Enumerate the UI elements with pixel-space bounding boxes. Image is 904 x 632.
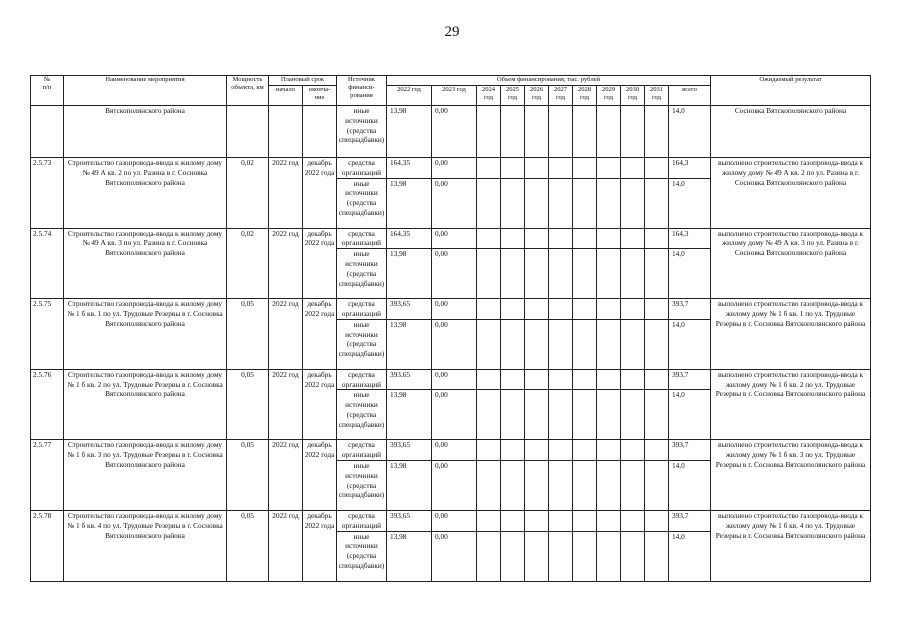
- table-row: [31, 510, 871, 531]
- cell-start: 2022 год: [269, 158, 303, 229]
- cell-end: декабрь 2022 года: [303, 299, 337, 370]
- cell-result: Сосновка Вятскополянского района: [711, 106, 871, 158]
- cell-total: 14,0: [669, 460, 711, 510]
- cell-capacity: 0,05: [227, 369, 269, 440]
- cell-total: 393,7: [669, 299, 711, 320]
- cell-2022: 13,98: [387, 531, 432, 581]
- cell-total: 14,0: [669, 531, 711, 581]
- cell-2023: 0,00: [432, 510, 477, 531]
- header-year: 2030 год: [621, 86, 645, 106]
- header-result: Ожидаемый результат: [711, 76, 871, 106]
- cell-result: выполнено строительство газопровода-ввода к жилому дому № 1 б кв. 2 по ул. Трудовые Резервы в г. Сосновка Вятскополянского района: [711, 369, 871, 440]
- cell-name: Строительство газопровода-ввода к жилому дому № 49 А кв. 2 по ул. Разина в г. Сосновка Вятскополянского района: [64, 158, 227, 229]
- cell-name: Строительство газопровода-ввода к жилому дому № 1 б кв. 1 по ул. Трудовые Резервы в г. Сосновка Вятскополянского района: [64, 299, 227, 370]
- cell-num: 2.5.78: [31, 510, 64, 581]
- cell-total: 393,7: [669, 369, 711, 390]
- cell-result: выполнено строительство газопровода-ввода к жилому дому № 1 б кв. 4 по ул. Трудовые Резервы в г. Сосновка Вятскополянского района: [711, 510, 871, 581]
- header-year: 2027 год: [549, 86, 573, 106]
- cell-end: декабрь 2022 года: [303, 510, 337, 581]
- page-number: 29: [444, 24, 460, 40]
- cell-source: средства организаций: [337, 369, 387, 390]
- cell-end: декабрь 2022 года: [303, 440, 337, 511]
- cell-2023: 0,00: [432, 369, 477, 390]
- header-name: Наименование мероприятия: [64, 76, 227, 106]
- cell-2023: 0,00: [432, 299, 477, 320]
- cell-num: [31, 106, 64, 158]
- cell-2023: 0,00: [432, 319, 477, 369]
- cell-name: Строительство газопровода-ввода к жилому дому № 49 А кв. 3 по ул. Разина в г. Сосновка Вятскополянского района: [64, 228, 227, 299]
- header-source: Источник финанси- рования: [337, 76, 387, 106]
- cell-name: Строительство газопровода-ввода к жилому дому № 1 б кв. 4 по ул. Трудовые Резервы в г. Сосновка Вятскополянского района: [64, 510, 227, 581]
- cell-2022: 393,65: [387, 299, 432, 320]
- cell-2023: 0,00: [432, 228, 477, 249]
- cell-source: средства организаций: [337, 228, 387, 249]
- cell-capacity: 0,02: [227, 158, 269, 229]
- financing-table: [30, 75, 871, 582]
- cell-source: средства организаций: [337, 510, 387, 531]
- cell-result: выполнено строительство газопровода-ввода к жилому дому № 49 А кв. 2 по ул. Разина в г. Сосновка Вятскополянского района: [711, 158, 871, 229]
- cell-total: 14,0: [669, 249, 711, 299]
- cell-total: 164,3: [669, 158, 711, 179]
- header-capacity: Мощность объекта, км: [227, 76, 269, 106]
- cell-capacity: 0,05: [227, 299, 269, 370]
- cell-source: иные источники (средства спецнадбавки): [337, 319, 387, 369]
- cell-total: 14,0: [669, 106, 711, 158]
- cell-start: 2022 год: [269, 299, 303, 370]
- cell-name: Строительство газопровода-ввода к жилому дому № 1 б кв. 2 по ул. Трудовые Резервы в г. Сосновка Вятскополянского района: [64, 369, 227, 440]
- header-year: 2031 год: [645, 86, 669, 106]
- cell-total: 393,7: [669, 510, 711, 531]
- cell-end: декабрь 2022 года: [303, 228, 337, 299]
- cell-start: 2022 год: [269, 228, 303, 299]
- cell-2023: 0,00: [432, 158, 477, 179]
- cell-total: 14,0: [669, 390, 711, 440]
- cell-source: средства организаций: [337, 158, 387, 179]
- header-year: 2024 год: [477, 86, 501, 106]
- cell-total: 164,3: [669, 228, 711, 249]
- header-num: № п/п: [31, 76, 64, 106]
- cell-source: иные источники (средства спецнадбавки): [337, 460, 387, 510]
- cell-2023: 0,00: [432, 390, 477, 440]
- cell-source: иные источники (средства спецнадбавки): [337, 178, 387, 228]
- cell-source: иные источники (средства спецнадбавки): [337, 390, 387, 440]
- cell-2023: 0,00: [432, 178, 477, 228]
- cell-start: 2022 год: [269, 369, 303, 440]
- table-row: [31, 369, 871, 390]
- header-year: 2026 год: [525, 86, 549, 106]
- header-year: 2025 год: [501, 86, 525, 106]
- cell-name: Строительство газопровода-ввода к жилому дому № 1 б кв. 3 по ул. Трудовые Резервы в г. Сосновка Вятскополянского района: [64, 440, 227, 511]
- header-volume: Объем финансирования, тыс. рублей: [387, 76, 711, 86]
- cell-num: 2.5.76: [31, 369, 64, 440]
- cell-source: иные источники (средства спецнадбавки): [337, 106, 387, 158]
- table-row: [31, 440, 871, 461]
- header-year: 2023 год: [432, 86, 477, 106]
- cell-name: Вятскополянского района: [64, 106, 227, 158]
- cell-2022: 13,98: [387, 106, 432, 158]
- cell-source: иные источники (средства спецнадбавки): [337, 531, 387, 581]
- cell-capacity: 0,05: [227, 510, 269, 581]
- header-end: оконча- ние: [303, 86, 337, 106]
- cell-result: выполнено строительство газопровода-ввода к жилому дому № 49 А кв. 3 по ул. Разина в г. Сосновка Вятскополянского района: [711, 228, 871, 299]
- cell-2023: 0,00: [432, 249, 477, 299]
- cell-end: декабрь 2022 года: [303, 158, 337, 229]
- cell-2023: 0,00: [432, 460, 477, 510]
- cell-num: 2.5.74: [31, 228, 64, 299]
- cell-capacity: 0,02: [227, 228, 269, 299]
- cell-2022: 13,98: [387, 319, 432, 369]
- header-total: всего: [669, 86, 711, 106]
- header-year: 2022 год: [387, 86, 432, 106]
- cell-result: выполнено строительство газопровода-ввода к жилому дому № 1 б кв. 3 по ул. Трудовые Резервы в г. Сосновка Вятскополянского района: [711, 440, 871, 511]
- header-year: 2028 год: [573, 86, 597, 106]
- cell-2023: 0,00: [432, 531, 477, 581]
- cell-2022: 164,35: [387, 158, 432, 179]
- header-plan-term: Плановый срок: [269, 76, 337, 86]
- cell-source: средства организаций: [337, 299, 387, 320]
- cell-2022: 393,65: [387, 369, 432, 390]
- cell-num: 2.5.77: [31, 440, 64, 511]
- cell-total: 14,0: [669, 178, 711, 228]
- cell-2022: 13,98: [387, 178, 432, 228]
- cell-2022: 13,98: [387, 460, 432, 510]
- cell-total: 393,7: [669, 440, 711, 461]
- cell-end: декабрь 2022 года: [303, 369, 337, 440]
- cell-2022: 393,65: [387, 510, 432, 531]
- cell-2022: 13,98: [387, 249, 432, 299]
- cell-2022: 13,98: [387, 390, 432, 440]
- carry-over-row: [31, 106, 871, 158]
- cell-num: 2.5.75: [31, 299, 64, 370]
- cell-num: 2.5.73: [31, 158, 64, 229]
- cell-2022: 393,65: [387, 440, 432, 461]
- cell-2023: 0,00: [432, 106, 477, 158]
- cell-result: выполнено строительство газопровода-ввода к жилому дому № 1 б кв. 1 по ул. Трудовые Резервы в г. Сосновка Вятскополянского района: [711, 299, 871, 370]
- header-start: начало: [269, 86, 303, 106]
- cell-2022: 164,35: [387, 228, 432, 249]
- cell-2023: 0,00: [432, 440, 477, 461]
- cell-start: 2022 год: [269, 510, 303, 581]
- cell-source: средства организаций: [337, 440, 387, 461]
- header-year: 2029 год: [597, 86, 621, 106]
- table-row: [31, 299, 871, 320]
- table-row: [31, 158, 871, 179]
- cell-total: 14,0: [669, 319, 711, 369]
- cell-start: 2022 год: [269, 440, 303, 511]
- table-row: [31, 228, 871, 249]
- cell-source: иные источники (средства спецнадбавки): [337, 249, 387, 299]
- cell-capacity: 0,05: [227, 440, 269, 511]
